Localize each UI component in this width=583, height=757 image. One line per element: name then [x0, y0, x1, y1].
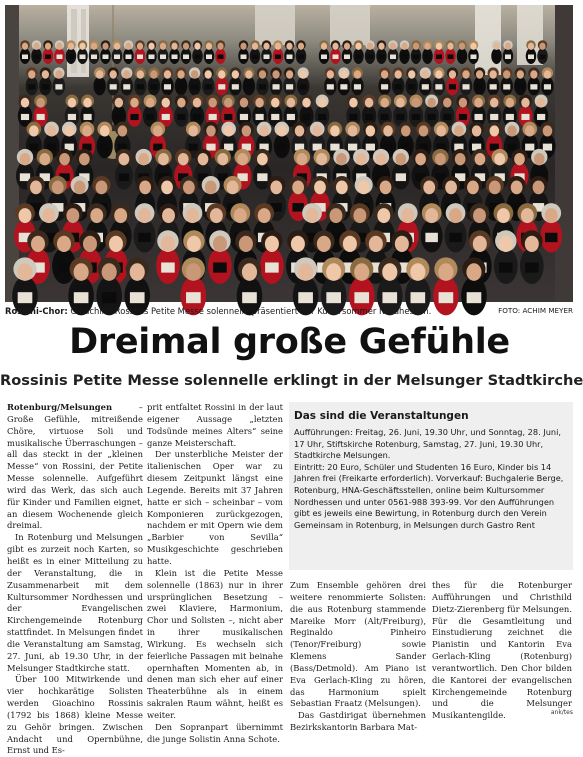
choir-rows — [12, 40, 562, 315]
article-column-1 — [7, 402, 143, 756]
info-box-tickets: Eintritt: 20 Euro, Schüler und Studenten 16 Euro, Kinder bis 14 Jahren frei (Freikarte erforderlich). Vorverkauf: Buchgalerie Berge, Rotenburg, HNA-Geschäftsstellen, online beim Kultursommer Nordhessen und unter 0561-988 393-99. Vor den Aufführungen gibt es jeweils eine Bewirtung, in Rotenburg durch den Verein Gemeinsam in Rotenburg, in Melsungen durch Gastro Rent — [294, 461, 564, 530]
paragraph: Über 100 Mitwirkende und vier hochkarätige Solisten werden Gioachino Rossinis (1792 bis 1868) kleine Messe zu Gehör bringen. Zwischen Andacht und Opernbühne, Ernst und Es- — [7, 674, 143, 756]
paragraph: Zum Ensemble gehören drei weitere renommierte Solisten: die aus Rotenburg stammende Mareike Morr (Alt/Freiburg), Reginaldo Pinheiro (Tenor/Freiburg) sowie Klemens Sander (Bass/Detmold). Am Piano ist Eva Gerlach-Kling zu hören, das Harmonium spielt Sebastian Fraatz (Melsungen). — [290, 580, 426, 709]
info-box-dates: Aufführungen: Freitag, 26. Juni, 19.30 Uhr, und Sonntag, 28. Juni, 17 Uhr, Stiftskirche Rotenburg, Samstag, 27. Juni, 19.30 Uhr, Stadtkirche Melsungen. — [294, 427, 561, 461]
paragraph-text: – Große Gefühle, mitreißende Chöre, virtuose Soli und musikalische Überraschungen – all das steckt in der „kleinen Messe“ von Rossini, der Petite Messe solennelle. Aufgeführt wird das Werk, das sich auch für Kinder und Familien eignet, an diesem Wochenende gleich dreimal. — [7, 402, 143, 531]
article-column-4 — [432, 580, 572, 721]
dateline: Rotenburg/Melsungen — [7, 402, 113, 412]
paragraph: Klein ist die Petite Messe solennelle (1863) nur in ihrer ursprünglichen Besetzung – zwei Klaviere, Harmonium, Chor und Solisten –, nicht aber in ihrer musikalischen Wirkung. Es wechseln sich feierliche Passagen mit beinahe opernhaften Momenten ab, in denen man sich eher auf einer Theaterbühne als in einem sakralen Raum wähnt, heißt es weiter. — [147, 567, 283, 720]
paragraph — [7, 402, 143, 532]
author-signature: ank/tes — [550, 709, 573, 716]
photo-credit: FOTO: ACHIM MEYER — [498, 306, 573, 315]
paragraph: Den Sopranpart übernimmt die junge Solistin Anna Schote. — [147, 721, 283, 744]
photo-caption — [5, 304, 573, 318]
paragraph: In Rotenburg und Melsungen gibt es zurzeit noch Karten, so heißt es in einer Mitteilung zu der Veranstaltung, die in Zusammenarbeit mit dem Kultursommer Nordhessen und der Evangelischen Kirchengemeinde Rotenburg stattfindet. In Melsungen findet die Veranstaltung am Samstag, 27. Juni, ab 19.30 Uhr, in der Melsunger Stadtkirche statt. — [7, 532, 143, 673]
caption-label: Rossini-Chor: — [5, 306, 68, 316]
paragraph: thes für die Rotenburger Aufführungen und Christhild Dietz-Zierenberg für Melsungen. Für die Gesamtleitung und Einstudierung zeichnet die Pianistin und Kantorin Eva Gerlach-Kling (Rotenburg) verantwortlich. Den Chor bilden die Kantorei der evangelischen Kirchengemeinde Rotenburg und die Melsunger Musikantengilde. — [432, 580, 572, 721]
subheadline: Rossinis Petite Messe solennelle erklingt in der Melsunger Stadtkirche — [0, 372, 583, 389]
paragraph: Das Gastdirigat übernehmen Bezirkskantorin Barbara Mat- — [290, 710, 426, 733]
caption-text: Gioachino Rossinis Petite Messe solennelle präsentiert der Kultursommer Nordhessen. — [67, 306, 432, 316]
info-box-title: Das sind die Veranstaltungen — [294, 410, 469, 422]
event-info-box — [289, 402, 573, 570]
headline: Dreimal große Gefühle — [69, 322, 510, 362]
paragraph: prit entfaltet Rossini in der laut eigener Aussage „letzten Todsünde meines Alters“ seine ganze Meisterschaft. — [147, 402, 283, 448]
choir-illustration — [5, 5, 573, 302]
choir-photo — [5, 5, 573, 302]
article-column-3 — [290, 580, 426, 733]
article-column-2 — [147, 402, 283, 744]
paragraph: Der unsterbliche Meister der italienischen Oper war zu diesem Zeitpunkt längst eine Legende. Bereits mit 37 Jahren hatte er sich – scheinbar – vom Komponieren zurückgezogen, nachdem er mit Opern wie dem „Barbier von Sevilla“ Musikgeschichte geschrieben hatte. — [147, 449, 283, 566]
